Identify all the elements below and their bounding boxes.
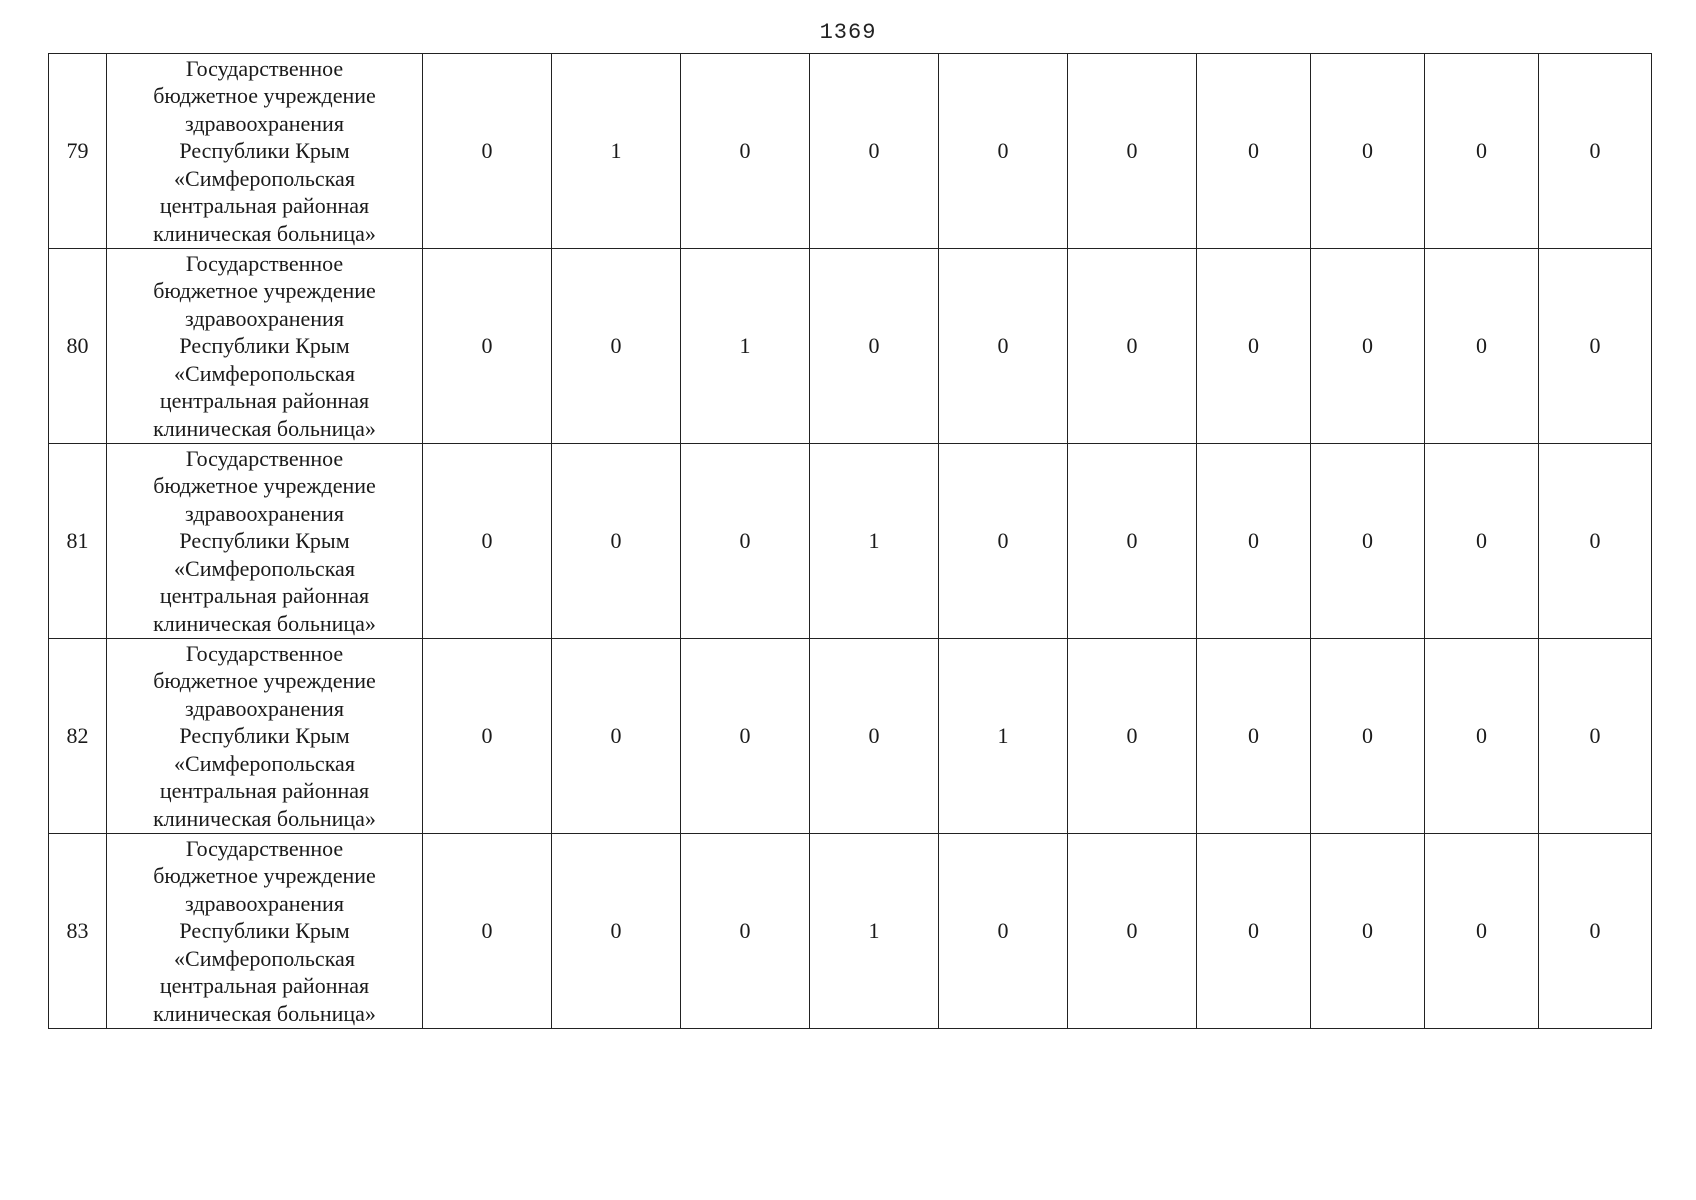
organization-name-line: клиническая больница» xyxy=(153,610,376,636)
value-cell: 0 xyxy=(1539,249,1652,444)
organization-name-line: Республики Крым xyxy=(179,723,350,749)
value-cell: 0 xyxy=(423,444,552,639)
table-body xyxy=(49,54,1652,1029)
organization-name-line: бюджетное учреждение xyxy=(153,473,376,499)
row-number-cell: 82 xyxy=(49,639,107,834)
organization-name-line: Республики Крым xyxy=(179,918,350,944)
table-row xyxy=(49,834,1652,1029)
organization-name-line: Республики Крым xyxy=(179,333,350,359)
value-cell: 0 xyxy=(1197,834,1311,1029)
value-cell: 0 xyxy=(1425,444,1539,639)
organization-name-line: Государственное xyxy=(185,835,344,861)
value-cell: 0 xyxy=(1068,834,1197,1029)
value-cell: 0 xyxy=(1311,54,1425,249)
value-cell: 0 xyxy=(1425,639,1539,834)
value-cell: 0 xyxy=(1425,54,1539,249)
value-cell: 0 xyxy=(1311,639,1425,834)
organization-name-line: Государственное xyxy=(185,55,344,81)
organization-name-line: «Симферопольская xyxy=(174,360,355,386)
value-cell: 0 xyxy=(423,54,552,249)
organization-name-line: «Симферопольская xyxy=(174,750,355,776)
value-cell: 1 xyxy=(681,249,810,444)
value-cell: 0 xyxy=(939,834,1068,1029)
organization-name-cell xyxy=(107,249,423,444)
organization-name-line: здравоохранения xyxy=(185,500,344,526)
organization-name-line: центральная районная xyxy=(159,193,370,219)
organization-name-line: клиническая больница» xyxy=(153,1000,376,1026)
value-cell: 0 xyxy=(810,639,939,834)
value-cell: 0 xyxy=(939,444,1068,639)
table-row xyxy=(49,444,1652,639)
organization-name-cell xyxy=(107,444,423,639)
organization-name-cell xyxy=(107,834,423,1029)
organization-name-line: Республики Крым xyxy=(179,138,350,164)
value-cell: 0 xyxy=(1311,444,1425,639)
value-cell: 0 xyxy=(681,834,810,1029)
value-cell: 0 xyxy=(423,834,552,1029)
value-cell: 0 xyxy=(1539,834,1652,1029)
value-cell: 0 xyxy=(552,639,681,834)
table-row xyxy=(49,54,1652,249)
value-cell: 0 xyxy=(1539,639,1652,834)
value-cell: 0 xyxy=(1311,834,1425,1029)
row-number-cell: 80 xyxy=(49,249,107,444)
row-number-cell: 79 xyxy=(49,54,107,249)
value-cell: 1 xyxy=(810,444,939,639)
value-cell: 0 xyxy=(681,54,810,249)
value-cell: 0 xyxy=(1197,639,1311,834)
value-cell: 0 xyxy=(1539,54,1652,249)
organization-name-line: центральная районная xyxy=(159,973,370,999)
organization-name-line: Государственное xyxy=(185,640,344,666)
value-cell: 1 xyxy=(552,54,681,249)
value-cell: 1 xyxy=(810,834,939,1029)
value-cell: 0 xyxy=(681,444,810,639)
organization-name-line: Республики Крым xyxy=(179,528,350,554)
organization-name-line: здравоохранения xyxy=(185,890,344,916)
value-cell: 0 xyxy=(1068,639,1197,834)
organization-name-line: здравоохранения xyxy=(185,695,344,721)
value-cell: 0 xyxy=(681,639,810,834)
value-cell: 0 xyxy=(810,249,939,444)
value-cell: 0 xyxy=(1425,249,1539,444)
organization-name-line: клиническая больница» xyxy=(153,415,376,441)
organization-name-line: бюджетное учреждение xyxy=(153,668,376,694)
value-cell: 0 xyxy=(552,249,681,444)
value-cell: 0 xyxy=(1539,444,1652,639)
value-cell: 0 xyxy=(1068,444,1197,639)
value-cell: 0 xyxy=(1197,54,1311,249)
value-cell: 0 xyxy=(1311,249,1425,444)
value-cell: 0 xyxy=(1068,54,1197,249)
value-cell: 1 xyxy=(939,639,1068,834)
organization-name-line: бюджетное учреждение xyxy=(153,83,376,109)
organization-name-line: клиническая больница» xyxy=(153,805,376,831)
organization-name-cell xyxy=(107,54,423,249)
table-row xyxy=(49,249,1652,444)
organization-name-line: Государственное xyxy=(185,445,344,471)
organization-name-line: «Симферопольская xyxy=(174,945,355,971)
data-table xyxy=(48,53,1652,1029)
organization-name-line: центральная районная xyxy=(159,778,370,804)
value-cell: 0 xyxy=(423,639,552,834)
organization-name-line: здравоохранения xyxy=(185,110,344,136)
value-cell: 0 xyxy=(423,249,552,444)
organization-name-cell xyxy=(107,639,423,834)
organization-name-line: центральная районная xyxy=(159,583,370,609)
value-cell: 0 xyxy=(552,444,681,639)
row-number-cell: 83 xyxy=(49,834,107,1029)
organization-name-line: центральная районная xyxy=(159,388,370,414)
value-cell: 0 xyxy=(1197,444,1311,639)
table-row xyxy=(49,639,1652,834)
value-cell: 0 xyxy=(939,54,1068,249)
value-cell: 0 xyxy=(1425,834,1539,1029)
organization-name-line: Государственное xyxy=(185,250,344,276)
value-cell: 0 xyxy=(939,249,1068,444)
organization-name-line: «Симферопольская xyxy=(174,165,355,191)
organization-name-line: бюджетное учреждение xyxy=(153,863,376,889)
value-cell: 0 xyxy=(810,54,939,249)
row-number-cell: 81 xyxy=(49,444,107,639)
value-cell: 0 xyxy=(1068,249,1197,444)
value-cell: 0 xyxy=(1197,249,1311,444)
organization-name-line: «Симферопольская xyxy=(174,555,355,581)
page-number: 1369 xyxy=(819,20,877,45)
value-cell: 0 xyxy=(552,834,681,1029)
organization-name-line: бюджетное учреждение xyxy=(153,278,376,304)
organization-name-line: клиническая больница» xyxy=(153,220,376,246)
organization-name-line: здравоохранения xyxy=(185,305,344,331)
